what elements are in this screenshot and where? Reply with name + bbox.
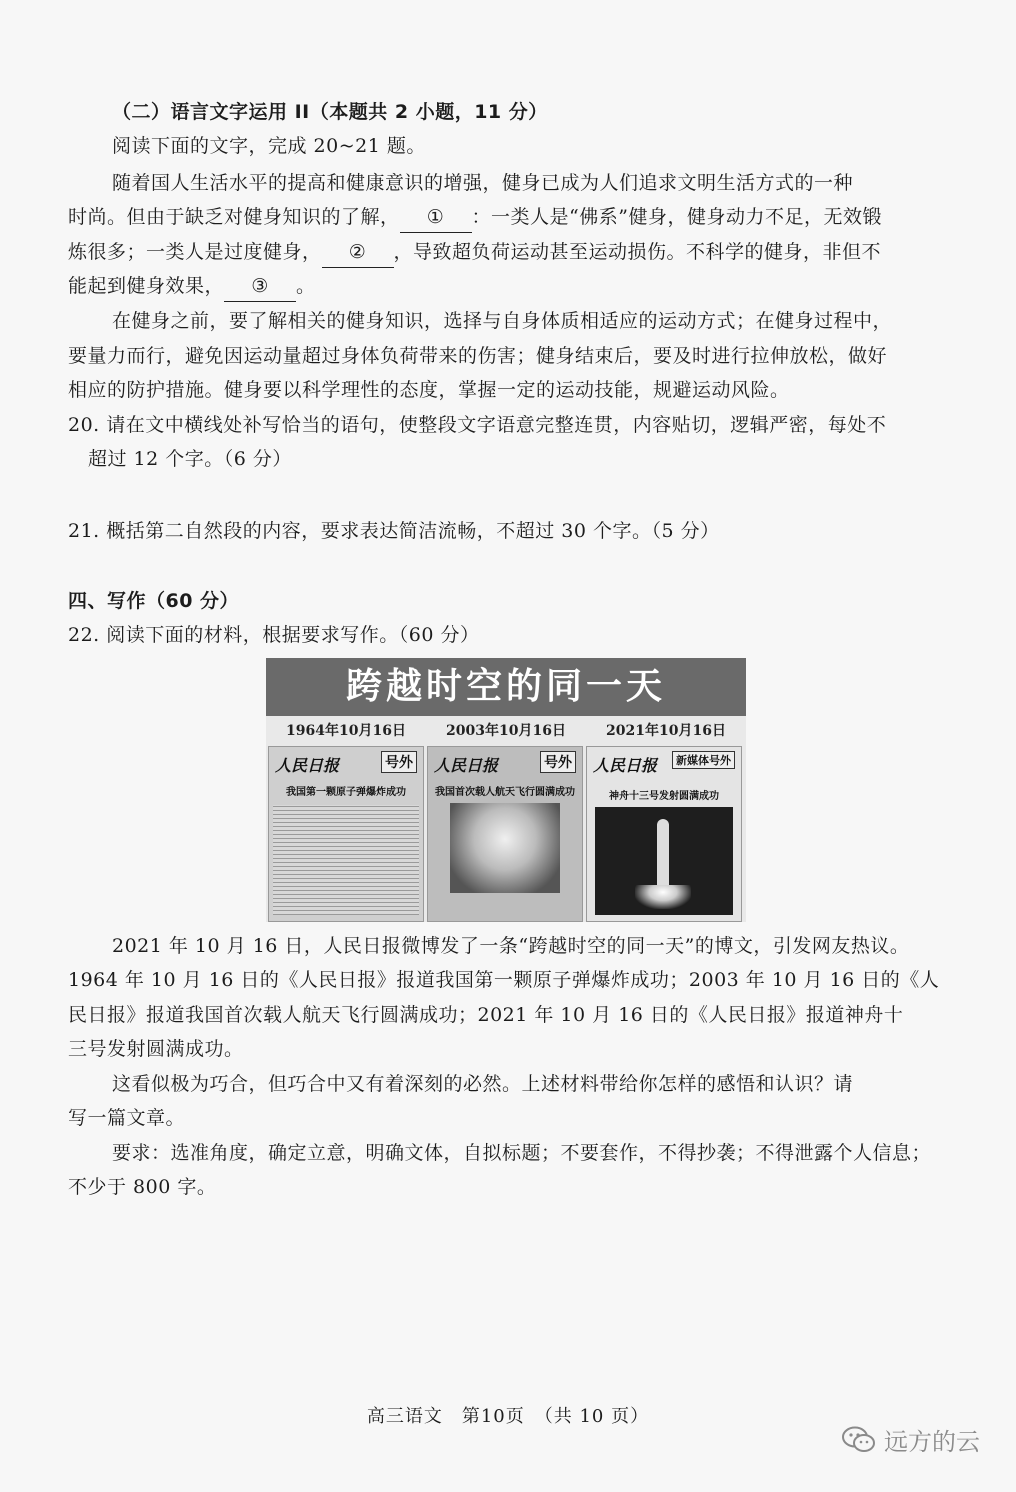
question-21: 21. 概括第二自然段的内容，要求表达简洁流畅，不超过 30 个字。（5 分） [68, 520, 720, 542]
blank-1: ① [400, 202, 472, 233]
newspaper-1964 [268, 746, 424, 922]
paper-date: 2003年10月16日 [446, 723, 566, 739]
paper-logo: 人民日报 [593, 756, 658, 775]
paper-date: 1964年10月16日 [286, 723, 406, 739]
passage-text: 炼很多；一类人是过度健身， [68, 241, 322, 263]
material-line: 写一篇文章。 [68, 1107, 186, 1129]
passage-line: 随着国人生活水平的提高和健康意识的增强，健身已成为人们追求文明生活方式的一种 [112, 172, 854, 194]
question-20: 20. 请在文中横线处补写恰当的语句，使整段文字语意完整连贯，内容贴切，逻辑严密，每处不 [68, 414, 887, 436]
passage-line [68, 271, 316, 302]
paper-logo: 人民日报 [275, 756, 340, 775]
passage-line [68, 202, 882, 233]
passage-text: 。 [296, 275, 316, 297]
newspaper-2003 [427, 746, 583, 922]
blank-3: ③ [224, 271, 296, 302]
paper-tag: 号外 [540, 751, 576, 773]
paper-date: 2021年10月16日 [606, 723, 726, 739]
flame-icon [635, 885, 691, 909]
paper-logo: 人民日报 [434, 756, 499, 775]
passage-text: ：一类人是“佛系”健身，健身动力不足，无效锻 [471, 206, 882, 228]
paper-tag: 号外 [381, 751, 417, 773]
question-22: 22. 阅读下面的材料，根据要求写作。（60 分） [68, 624, 480, 646]
astronaut-photo [450, 803, 560, 893]
passage-line [68, 237, 881, 268]
passage-text: 能起到健身效果， [68, 275, 225, 297]
material-line: 三号发射圆满成功。 [68, 1038, 244, 1060]
material-line: 民日报》报道我国首次载人航天飞行圆满成功；2021 年 10 月 16 日的《人民日报》报道神舟十 [68, 1004, 904, 1026]
figure-banner-title: 跨越时空的同一天 [345, 666, 666, 707]
requirements-line: 不少于 800 字。 [68, 1176, 217, 1198]
rocket-launch-photo [595, 807, 733, 915]
paper-text-texture [273, 805, 419, 915]
passage-line: 要量力而行，避免因运动量超过身体负荷带来的伤害；健身结束后，要及时进行拉伸放松，做好 [68, 345, 888, 367]
watermark-text: 远方的云 [884, 1428, 980, 1456]
wechat-icon [842, 1426, 876, 1454]
passage-text: 时尚。但由于缺乏对健身知识的了解， [68, 206, 400, 228]
rocket-icon [657, 819, 669, 889]
question-20-cont: 超过 12 个字。（6 分） [88, 448, 292, 470]
section-4-heading: 四、写作（60 分） [68, 590, 240, 612]
instruction-text: 阅读下面的文字，完成 20~21 题。 [112, 135, 426, 157]
paper-headline: 我国首次载人航天飞行圆满成功 [435, 787, 575, 798]
newspaper-2021 [586, 746, 742, 922]
passage-text: ，导致超负荷运动甚至运动损伤。不科学的健身，非但不 [393, 241, 882, 263]
material-line: 1964 年 10 月 16 日的《人民日报》报道我国第一颗原子弹爆炸成功；2003 年 10 月 16 日的《人 [68, 969, 940, 991]
passage-line: 相应的防护措施。健身要以科学理性的态度，掌握一定的运动技能，规避运动风险。 [68, 379, 790, 401]
watermark [842, 1422, 980, 1457]
material-line: 2021 年 10 月 16 日，人民日报微博发了一条“跨越时空的同一天”的博文，引发网友热议。 [112, 935, 910, 957]
newspaper-figure [266, 658, 746, 922]
section-heading: （二）语言文字运用 II（本题共 2 小题，11 分） [112, 101, 548, 123]
blank-2: ② [322, 237, 394, 268]
paper-tag: 新媒体号外 [672, 751, 735, 769]
requirements-line: 要求：选准角度，确定立意，明确文体，自拟标题；不要套作，不得抄袭；不得泄露个人信息； [112, 1142, 932, 1164]
paper-headline: 神舟十三号发射圆满成功 [609, 791, 719, 802]
page-footer: 高三语文 第10页 （共 10 页） [366, 1406, 650, 1427]
passage-line: 在健身之前，要了解相关的健身知识，选择与自身体质相适应的运动方式；在健身过程中， [112, 310, 893, 332]
paper-headline: 我国第一颗原子弹爆炸成功 [286, 787, 406, 798]
material-line: 这看似极为巧合，但巧合中又有着深刻的必然。上述材料带给你怎样的感悟和认识？请 [112, 1073, 854, 1095]
